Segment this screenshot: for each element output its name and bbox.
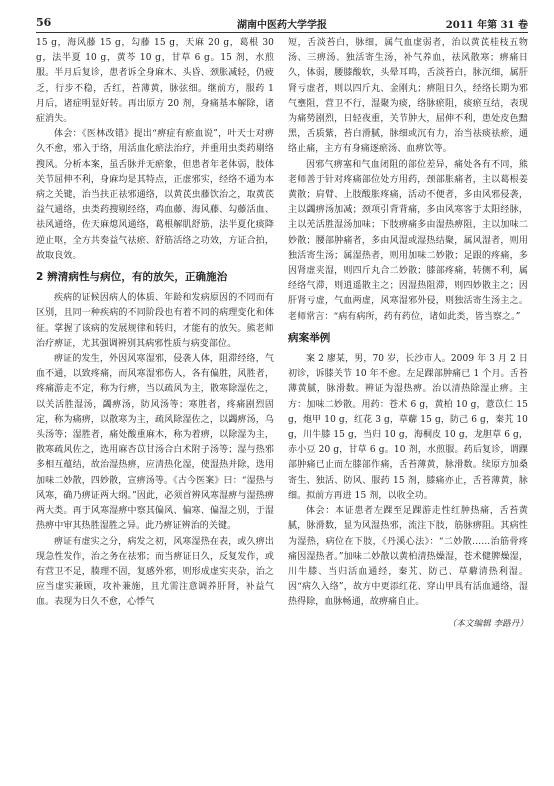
paragraph: 体会：本证患者左踝至足踝游走性红肿热痛，舌苔黄腻，脉滑数，显为风湿热邪，流注下肢，筋脉痹阻。其病性为湿热，病位在下肢，《丹溪心法》：“二妙散……治筋骨疼痛因湿热者。”加味二妙散以黄柏清热燥湿，苍术健脾燥湿，川牛膝、当归活血通经，秦艽、防己、草薢清热利湿。因“病久入络”，故方中更添红花、穿山甲具有活血通络，湿热得除，血脉畅通，故痹痛自止。: [288, 506, 528, 608]
paragraph: 因邪气痹塞和气血闭阻的部位差异，痛处各有不同，熊老师善于针对疼痛部位处方用药，颈部胀痛者，主以葛根姜黄散；肩臂、上肢酸胀疼痛，活动不便者，多由风邪侵袭，主以蠲痹汤加减；颈项引背背痛，多由风寒客于太阳经脉，主以羌活胜湿汤加味；下肢痹痛多由湿热痹阻，主以加味二妙散；腰部肿痛者，多由风湿或湿热结聚，属风湿者，则用独活寄生汤；属湿热者，则用加味二妙散；足跟的疼痛，多因肾虚夹湿，则四斤丸合二妙散；膝部疼痛，转侧不利，属经络气滞，则逍遥散主之；因湿热阻滞，则四妙散主之；因肝肾亏虚，气血两虚，风寒湿邪外侵，则独活寄生汤主之。老师常言：“病有病所，药有药位，诸如此类，皆当察之。”: [288, 159, 528, 322]
editor-credit: （本文编辑 李路丹）: [447, 618, 528, 629]
issue-info: 2011 年第 31 卷: [445, 20, 528, 31]
left-column: [36, 36, 274, 611]
page-number: 56: [36, 16, 52, 29]
section-heading: 2 辨清病性与病位，有的放矢，正确施治: [36, 271, 228, 284]
paragraph: 短，舌淡苔白，脉细，属气血虚弱者，治以黄芪桂枝五物汤、三痹汤、独活寄生汤，补气养血，祛风散寒；痹痛日久，体弱，腰膝酸软，头晕耳鸣，舌淡苔白，脉沉细，属肝肾亏虚者，则以四斤丸、金刚丸；痹阻日久，经络长期为邪气壅阻，营卫不行，湿聚为痰，络脉瘀阻，痰瘀互结，表现为痛势剧烈，日轻夜重，关节肿大，屈伸不利，患处皮色黯黑，舌质紫，苔白滑腻，脉细或沉有力，治当祛痰祛瘀，通络止痛，主方有身痛逐瘀汤、血痹饮等。: [288, 38, 528, 155]
paragraph: 痹证有虚实之分，病发之初，风寒湿热在表，或久痹出现急性发作，治之务在祛邪；而当痹证日久，反复发作，或有营卫不足，腠理不固，复感外邪，则形成虚实夹杂，治之应当虚实兼顾，攻补兼施，且尤需注意调养肝肾，补益气血。表现为日久不愈，心悸气: [36, 536, 274, 608]
paragraph: 15 g，海风藤 15 g，勾藤 15 g，天麻 20 g，葛根 30 g，法半夏 10 g，黄芩 10 g，甘草 6 g。15 剂，水煎服。半月后复诊，患者诉全身麻木、头昏、颈胀减轻，仍疲乏，行步不稳，舌红，苔薄黄，脉弦细。继前方，服药 1 月后，诸症明显好转。再出原方 20 剂，身痛基本解除，诸症消失。: [36, 38, 274, 125]
paragraph: 案 2 廖某，男，70 岁，长沙市人。2009 年 3 月 2 日初诊，诉膝关节 10 年不愈。左足踝部肿痛已 1 个月。舌苔薄黄腻，脉滑数。辨证为湿热痹。治以清热除湿止痹。主方：加味二妙散。用药：苍术 6 g，黄柏 10 g，薏苡仁 15 g，炮甲 10 g，红花 3 g，草薢 15 g，防己 6 g，秦艽 10 g，川牛膝 15 g，当归 10 g，海桐皮 10 g，龙胆草 6 g，赤小豆 20 g，甘草 6 g。10 剂，水煎服。药后复诊，谓踝部肿痛已止而左膝部作痛，舌苔薄黄，脉滑数。续原方加桑寄生、独活、防风、服药 15 剂，膝痛亦止，舌苔薄黄，脉细。拟前方再进 15 剂，以收全功。: [288, 354, 528, 501]
paragraph: 体会：《医林改错》提出“痹症有瘀血说”，叶天士对痹久不愈，邪入于络，用活血化瘀法治疗，并重用虫类药剔络搜风。分析本案，虽舌脉并无瘀象，但患者年老体弱，肢体关节屈伸不利，身麻均是其特点，正虚邪实，经络不通为本病之关键，治当扶正祛邪通络，以黄芪虫藤饮治之，取黄芪益气通络，虫类药搜剔经络，鸡血藤、海风藤、勾藤活血、祛风通络，佐天麻熄风通络，葛根解肌舒筋，法半夏化痰降逆止呕，全方共奏益气祛瘀、舒筋活络之功效，方证合拍，故取良效。: [36, 129, 274, 261]
page-header: [36, 10, 528, 33]
paragraph: 疾病的证候因病人的体质、年龄和发病原因的不同而有区别，且同一种疾病的不同阶段也有着不同的病理变化和体征。掌握了该病的发展规律和转归，才能有的放矢。熊老师治疗痹证，尤其强调辨别其病邪性质与病变部位。: [36, 293, 274, 349]
section-heading: 病案举例: [288, 331, 331, 344]
journal-title: 湖南中医药大学学报: [237, 20, 327, 31]
right-column: [288, 36, 528, 632]
paragraph: 痹证的发生，外因风寒湿邪，侵袭人体，阻滞经络，气血不通，以致疼痛，而风寒湿邪伤人，各有偏胜，风胜者，疼痛游走不定，称为行痹，当以疏风为主，散寒除湿佐之，以关活胜湿汤，蠲痹汤，防风汤等；寒胜者，疼痛剧烈固定，称为痛痹，以散寒为主，疏风除湿佐之，以蠲痹汤，乌头汤等；湿胜者，痛处酸重麻木，称为着痹，以除湿为主，散寒疏风佐之，选用麻杏苡甘汤合白术附子汤等；湿与热邪多相互蕴结，故治湿热痹，应清热化湿，使湿热并除，选用加味二妙散，四妙散，宣痹汤等。《古今医案》曰：“湿热与风寒，确乃痹证两大纲。”因此，必须首辨风寒湿痹与湿热痹两大类。再于风寒湿痹中察其偏风、偏寒、偏湿之别，于湿热痹中审其热胜湿胜之异。此乃痹证辨治的关键。: [36, 354, 274, 532]
